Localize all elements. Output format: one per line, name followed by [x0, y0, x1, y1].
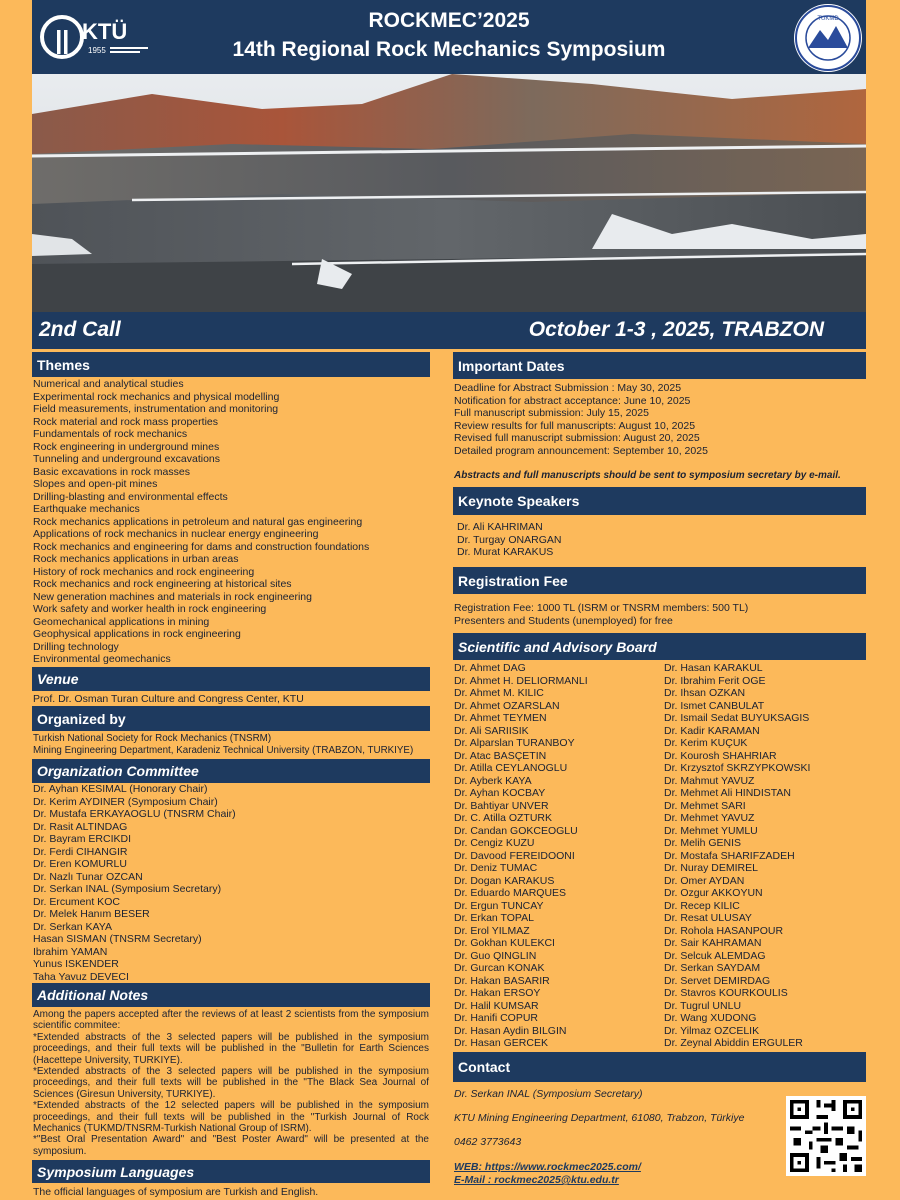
list-item: Dr. Rasit ALTINDAG: [33, 820, 128, 833]
list-item: Dr. Nazlı Tunar OZCAN: [33, 870, 143, 883]
list-item: History of rock mechanics and rock engineering: [33, 565, 255, 578]
list-item: Tunneling and underground excavations: [33, 453, 220, 465]
list-item: Dr. Dogan KARAKUS: [454, 874, 555, 887]
list-item: Dr. Davood FEREIDOONI: [454, 849, 575, 862]
notes-paragraph: *Extended abstracts of the 3 selected papers will be published in the symposium proceedings, and their full texts will be published in the "The Black Sea Journal of Sciences (Giresun University, TURKIYE).: [33, 1066, 429, 1100]
list-item: Dr. Resat ULUSAY: [664, 912, 752, 924]
list-item: Review results for full manuscripts: August 10, 2025: [454, 419, 696, 432]
notes-paragraph: *Extended abstracts of the 12 selected papers will be published in the symposium proceedings, and their full texts will be published in the "Turkish Journal of Rock Mechanics (TUKMD/TNSRM-Turkish National Group of ISRM).: [33, 1100, 429, 1135]
dates-heading: Important Dates: [453, 352, 866, 379]
list-item: Dr. Kerim KUÇUK: [664, 737, 748, 749]
list-item: Dr. Ibrahim Ferit OGE: [664, 674, 766, 687]
themes-list: [33, 378, 369, 666]
list-item: Dr. Erol YILMAZ: [454, 924, 530, 937]
list-item: Dr. Ahmet OZARSLAN: [454, 699, 560, 712]
list-item: Dr. Kourosh SHAHRIAR: [664, 749, 777, 762]
list-item: Dr. Ayhan KESIMAL (Honorary Chair): [33, 783, 208, 795]
committee-list: [33, 783, 236, 983]
board-column-1: [454, 662, 588, 1050]
date-location-label: October 1-3 , 2025, TRABZON: [528, 318, 824, 341]
list-item: Dr. Serkan KAYA: [33, 920, 112, 933]
list-item: Mining Engineering Department, Karadeniz Technical University (TRABZON, TURKIYE): [33, 745, 414, 756]
list-item: Dr. Mehmet Ali HINDISTAN: [664, 787, 791, 799]
list-item: Rock mechanics and engineering for dams and construction foundations: [33, 540, 370, 553]
list-item: Rock engineering in underground mines: [33, 440, 220, 453]
list-item: Dr. Wang XUDONG: [664, 1012, 757, 1024]
list-item: Dr. Tugrul UNLU: [664, 999, 742, 1012]
list-item: Turkish National Society for Rock Mechanics (TNSRM): [33, 733, 272, 744]
keynote-list: [457, 521, 561, 559]
list-item: Rock mechanics applications in petroleum and natural gas engineering: [33, 515, 363, 528]
list-item: Rock material and rock mass properties: [33, 415, 218, 428]
list-item: Geophysical applications in rock engineering: [33, 628, 241, 640]
list-item: Dr. C. Atilla OZTURK: [454, 812, 553, 824]
list-item: Dr. Candan GOKCEOGLU: [454, 824, 578, 837]
list-item: Dr. Ali KAHRIMAN: [457, 521, 543, 533]
list-item: Dr. Hasan KARAKUL: [664, 662, 763, 674]
list-item: Dr. Ayhan KOCBAY: [454, 787, 546, 799]
languages-heading: Symposium Languages: [32, 1160, 430, 1183]
contact-phone: 0462 3773643: [454, 1136, 522, 1148]
qr-code-icon[interactable]: [786, 1096, 866, 1176]
list-item: Dr. Melih GENIS: [664, 837, 742, 849]
contact-name: Dr. Serkan INAL (Symposium Secretary): [454, 1088, 643, 1100]
notes-text: [33, 1009, 429, 1157]
venue-heading: Venue: [32, 667, 430, 691]
list-item: Dr. Ahmet M. KILIC: [454, 687, 544, 699]
list-item: Dr. Ozgur AKKOYUN: [664, 887, 763, 899]
list-item: Applications of rock mechanics in nuclear energy engineering: [33, 528, 319, 540]
list-item: Dr. Mostafa SHARIFZADEH: [664, 849, 795, 862]
list-item: Revised full manuscript submission: August 20, 2025: [454, 432, 700, 444]
call-banner: [32, 312, 866, 349]
list-item: Drilling-blasting and environmental effects: [33, 490, 228, 503]
list-item: Notification for abstract acceptance: June 10, 2025: [454, 394, 691, 407]
list-item: Dr. Selcuk ALEMDAG: [664, 949, 766, 962]
list-item: Dr. Sair KAHRAMAN: [664, 937, 762, 949]
list-item: Dr. Murat KARAKUS: [457, 546, 554, 558]
list-item: Dr. Krzysztof SKRZYPKOWSKI: [664, 762, 811, 774]
list-item: Experimental rock mechanics and physical modelling: [33, 390, 280, 403]
list-item: Dr. Serkan INAL (Symposium Secretary): [33, 883, 222, 895]
list-item: Dr. Mahmut YAVUZ: [664, 774, 755, 787]
contact-address: KTU Mining Engineering Department, 61080, Trabzon, Türkiye: [454, 1112, 745, 1124]
list-item: Basic excavations in rock masses: [33, 465, 190, 478]
venue-text: Prof. Dr. Osman Turan Culture and Congress Center, KTU: [33, 693, 304, 705]
list-item: Drilling technology: [33, 640, 119, 653]
contact-heading: Contact: [453, 1052, 866, 1082]
list-item: Dr. Recep KILIC: [664, 899, 740, 912]
list-item: Dr. Hakan ERSOY: [454, 987, 541, 999]
list-item: Dr. Omer AYDAN: [664, 874, 745, 887]
keynote-heading: Keynote Speakers: [453, 487, 866, 515]
list-item: Field measurements, instrumentation and monitoring: [33, 403, 279, 415]
list-item: Presenters and Students (unemployed) for free: [454, 614, 673, 627]
organized-heading: Organized by: [32, 706, 430, 731]
fee-heading: Registration Fee: [453, 567, 866, 594]
list-item: Deadline for Abstract Submission : May 30, 2025: [454, 382, 682, 394]
list-item: Dr. Ihsan OZKAN: [664, 687, 746, 699]
list-item: Dr. Mehmet SARI: [664, 799, 746, 812]
list-item: Dr. Kerim AYDINER (Symposium Chair): [33, 795, 218, 808]
website-link[interactable]: WEB: https://www.rockmec2025.com/: [454, 1161, 641, 1173]
list-item: Dr. Stavros KOURKOULIS: [664, 987, 788, 999]
list-item: Dr. Mehmet YAVUZ: [664, 812, 755, 824]
list-item: Taha Yavuz DEVECI: [33, 970, 129, 983]
list-item: Dr. Kadir KARAMAN: [664, 724, 760, 737]
fee-text: [454, 602, 748, 627]
list-item: Dr. Cengiz KUZU: [454, 837, 535, 849]
list-item: Rock mechanics applications in urban areas: [33, 553, 239, 565]
list-item: Dr. Ayberk KAYA: [454, 774, 532, 787]
list-item: Dr. Zeynal Abiddin ERGULER: [664, 1037, 803, 1049]
list-item: New generation machines and materials in rock engineering: [33, 590, 312, 603]
list-item: Ibrahim YAMAN: [33, 945, 108, 958]
notes-paragraph: *Extended abstracts of the 3 selected papers will be published in the symposium proceedings, and their full texts will be published in the "Bulletin for Earth Sciences (Hacettepe University, TURKIYE).: [33, 1031, 429, 1066]
svg-text:TUKMD: TUKMD: [817, 16, 839, 22]
dates-list: [454, 382, 708, 457]
list-item: Fundamentals of rock mechanics: [33, 428, 188, 440]
list-item: Dr. Rohola HASANPOUR: [664, 924, 784, 937]
svg-text:KTÜ: KTÜ: [82, 19, 128, 44]
list-item: Dr. Halil KUMSAR: [454, 999, 539, 1012]
list-item: Numerical and analytical studies: [33, 378, 184, 390]
tukmd-seal-logo: [794, 4, 862, 72]
list-item: Hasan SISMAN (TNSRM Secretary): [33, 933, 202, 945]
list-item: Dr. Nuray DEMIREL: [664, 862, 758, 874]
list-item: Dr. Mustafa ERKAYAOGLU (TNSRM Chair): [33, 808, 236, 820]
list-item: Dr. Eren KOMURLU: [33, 858, 127, 870]
list-item: Work safety and worker health in rock engineering: [33, 603, 267, 615]
list-item: Detailed program announcement: September 10, 2025: [454, 444, 708, 457]
notes-paragraph: *"Best Oral Presentation Award" and "Best Poster Award" will be presented at the symposium.: [33, 1134, 429, 1157]
list-item: Dr. Ismail Sedat BUYUKSAGIS: [664, 712, 810, 724]
list-item: Slopes and open-pit mines: [33, 478, 158, 490]
list-item: Dr. Servet DEMIRDAG: [664, 974, 771, 987]
header-bar: [32, 0, 866, 74]
list-item: Rock mechanics and rock engineering at historical sites: [33, 578, 292, 590]
submission-note: Abstracts and full manuscripts should be sent to symposium secretary by e-mail.: [454, 470, 841, 481]
organizers-text: [33, 733, 413, 757]
list-item: Dr. Deniz TUMAC: [454, 862, 538, 874]
list-item: Dr. Serkan SAYDAM: [664, 962, 761, 974]
list-item: Full manuscript submission: July 15, 2025: [454, 407, 649, 419]
symposium-subtitle: 14th Regional Rock Mechanics Symposium: [232, 38, 666, 61]
svg-text:1955: 1955: [88, 46, 106, 55]
list-item: Yunus ISKENDER: [33, 958, 119, 970]
symposium-name: ROCKMEC’2025: [368, 9, 530, 32]
committee-heading: Organization Committee: [32, 759, 430, 783]
board-column-2: [664, 662, 810, 1050]
list-item: Dr. Yilmaz OZCELIK: [664, 1024, 760, 1037]
list-item: Dr. Ahmet TEYMEN: [454, 712, 547, 724]
list-item: Dr. Bayram ERCIKDI: [33, 833, 132, 845]
list-item: Dr. Ercument KOC: [33, 895, 120, 908]
list-item: Dr. Gurcan KONAK: [454, 962, 545, 974]
email-link[interactable]: E-Mail : rockmec2025@ktu.edu.tr: [454, 1174, 619, 1186]
list-item: Dr. Erkan TOPAL: [454, 912, 534, 924]
list-item: Dr. Atac BASÇETIN: [454, 749, 547, 762]
list-item: Dr. Atilla CEYLANOGLU: [454, 762, 568, 774]
themes-heading: Themes: [32, 352, 430, 377]
list-item: Dr. Eduardo MARQUES: [454, 887, 567, 899]
list-item: Dr. Ergun TUNCAY: [454, 899, 544, 912]
list-item: Registration Fee: 1000 TL (ISRM or TNSRM members: 500 TL): [454, 602, 749, 614]
notes-paragraph: Among the papers accepted after the reviews of at least 2 scientists from the symposium scientific commitee:: [33, 1009, 429, 1032]
list-item: Geomechanical applications in mining: [33, 615, 210, 628]
list-item: Dr. Hasan GERCEK: [454, 1037, 548, 1049]
list-item: Dr. Ali SARIISIK: [454, 724, 529, 737]
list-item: Dr. Alparslan TURANBOY: [454, 737, 575, 749]
list-item: Earthquake mechanics: [33, 503, 140, 515]
list-item: Dr. Bahtiyar UNVER: [454, 799, 549, 812]
list-item: Dr. Mehmet YUMLU: [664, 824, 758, 837]
list-item: Dr. Hanifi COPUR: [454, 1012, 539, 1024]
list-item: Dr. Turgay ONARGAN: [457, 533, 562, 546]
open-pit-mine-photo: [32, 74, 866, 312]
list-item: Dr. Hakan BASARIR: [454, 974, 550, 987]
list-item: Dr. Melek Hanım BESER: [33, 908, 150, 920]
list-item: Environmental geomechanics: [33, 653, 171, 665]
board-heading: Scientific and Advisory Board: [453, 633, 866, 660]
list-item: Dr. Ismet CANBULAT: [664, 699, 765, 712]
languages-text: The official languages of symposium are Turkish and English.: [33, 1186, 319, 1198]
list-item: Dr. Gokhan KULEKCI: [454, 937, 555, 949]
list-item: Dr. Ferdi CIHANGIR: [33, 845, 128, 858]
list-item: Dr. Ahmet H. DELIORMANLI: [454, 674, 588, 687]
notes-heading: Additional Notes: [32, 983, 430, 1007]
list-item: Dr. Guo QINGLIN: [454, 949, 537, 962]
list-item: Dr. Hasan Aydin BILGIN: [454, 1024, 567, 1037]
list-item: Dr. Ahmet DAG: [454, 662, 526, 674]
call-label: 2nd Call: [39, 318, 121, 341]
